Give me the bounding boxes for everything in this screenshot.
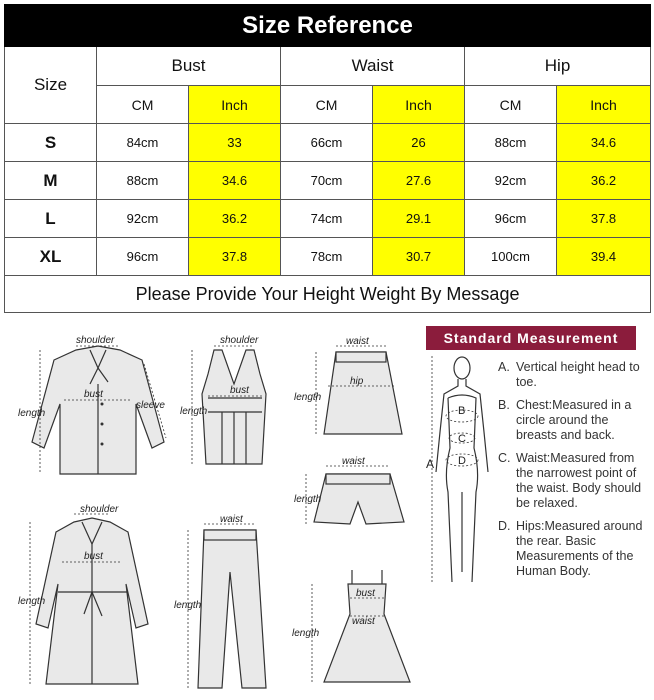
shorts-diagram bbox=[292, 454, 416, 534]
size-cell: S bbox=[5, 124, 97, 162]
bust-inch-cell: 37.8 bbox=[189, 238, 281, 276]
item-key: B. bbox=[498, 398, 510, 412]
bust-inch-header: Inch bbox=[189, 86, 281, 124]
bust-cm-cell: 92cm bbox=[97, 200, 189, 238]
dress-bust-label: bust bbox=[356, 588, 375, 599]
bust-cm-cell: 88cm bbox=[97, 162, 189, 200]
hip-inch-cell: 34.6 bbox=[557, 124, 651, 162]
item-text: Vertical height head to toe. bbox=[516, 360, 640, 389]
tank-diagram bbox=[178, 334, 288, 484]
pants-length-label: length bbox=[174, 600, 202, 611]
bust-inch-cell: 33 bbox=[189, 124, 281, 162]
waist-inch-cell: 26 bbox=[373, 124, 465, 162]
item-text: Hips:Measured around the rear. Basic Measurements of the Human Body. bbox=[516, 519, 643, 578]
skirt-hip-label: hip bbox=[350, 376, 364, 387]
figure-label-b: B bbox=[458, 405, 466, 417]
hip-cm-cell: 100cm bbox=[465, 238, 557, 276]
waist-inch-cell: 29.1 bbox=[373, 200, 465, 238]
coat-length-label: length bbox=[18, 596, 46, 607]
list-item bbox=[498, 398, 648, 443]
size-cell: XL bbox=[5, 238, 97, 276]
coat-diagram bbox=[18, 504, 168, 694]
item-text: Waist:Measured from the narrowest point of the waist. Body should be relaxed. bbox=[516, 451, 642, 510]
message-note: Please Provide Your Height Weight By Message bbox=[5, 276, 651, 313]
tank-length-label: length bbox=[180, 406, 208, 417]
waist-cm-header: CM bbox=[281, 86, 373, 124]
shirt-length-label: length bbox=[18, 408, 46, 419]
skirt-waist-label: waist bbox=[346, 336, 369, 347]
standard-measurement-title: Standard Measurement bbox=[426, 326, 636, 350]
table-title: Size Reference bbox=[5, 5, 651, 47]
bust-inch-cell: 36.2 bbox=[189, 200, 281, 238]
table-row bbox=[5, 238, 651, 276]
body-figure bbox=[420, 352, 496, 592]
list-item bbox=[498, 451, 648, 511]
coat-bust-label: bust bbox=[84, 551, 103, 562]
hip-inch-cell: 36.2 bbox=[557, 162, 651, 200]
size-header: Size bbox=[5, 47, 97, 124]
item-key: A. bbox=[498, 360, 510, 374]
table-row bbox=[5, 162, 651, 200]
skirt-length-label: length bbox=[294, 392, 322, 403]
tank-bust-label: bust bbox=[230, 385, 249, 396]
item-key: C. bbox=[498, 451, 511, 465]
skirt-diagram bbox=[294, 334, 414, 444]
bust-cm-header: CM bbox=[97, 86, 189, 124]
shirt-sleeve-label: sleeve bbox=[136, 400, 165, 411]
bust-inch-cell: 34.6 bbox=[189, 162, 281, 200]
shirt-diagram bbox=[14, 334, 184, 484]
hip-header: Hip bbox=[465, 47, 651, 86]
dress-waist-label: waist bbox=[352, 616, 375, 627]
figure-label-c: C bbox=[458, 433, 466, 445]
size-cell: L bbox=[5, 200, 97, 238]
waist-cm-cell: 70cm bbox=[281, 162, 373, 200]
table-row bbox=[5, 124, 651, 162]
shorts-length-label: length bbox=[294, 494, 322, 505]
waist-header: Waist bbox=[281, 47, 465, 86]
waist-cm-cell: 66cm bbox=[281, 124, 373, 162]
bust-cm-cell: 84cm bbox=[97, 124, 189, 162]
table-row bbox=[5, 200, 651, 238]
dress-diagram bbox=[290, 566, 430, 698]
hip-cm-cell: 92cm bbox=[465, 162, 557, 200]
waist-inch-cell: 30.7 bbox=[373, 238, 465, 276]
figure-label-a: A bbox=[426, 457, 435, 471]
item-key: D. bbox=[498, 519, 511, 533]
waist-cm-cell: 74cm bbox=[281, 200, 373, 238]
hip-cm-header: CM bbox=[465, 86, 557, 124]
measurement-list bbox=[498, 360, 648, 587]
pants-diagram bbox=[170, 512, 280, 696]
waist-inch-header: Inch bbox=[373, 86, 465, 124]
waist-cm-cell: 78cm bbox=[281, 238, 373, 276]
figure-label-d: D bbox=[458, 455, 466, 467]
item-text: Chest:Measured in a circle around the breasts and back. bbox=[516, 398, 632, 442]
hip-inch-cell: 39.4 bbox=[557, 238, 651, 276]
pants-waist-label: waist bbox=[220, 514, 243, 525]
list-item bbox=[498, 360, 648, 390]
coat-shoulder-label: shoulder bbox=[80, 504, 119, 515]
shirt-bust-label: bust bbox=[84, 389, 103, 400]
hip-inch-header: Inch bbox=[557, 86, 651, 124]
dress-length-label: length bbox=[292, 628, 320, 639]
hip-cm-cell: 96cm bbox=[465, 200, 557, 238]
hip-inch-cell: 37.8 bbox=[557, 200, 651, 238]
waist-inch-cell: 27.6 bbox=[373, 162, 465, 200]
bust-cm-cell: 96cm bbox=[97, 238, 189, 276]
size-cell: M bbox=[5, 162, 97, 200]
hip-cm-cell: 88cm bbox=[465, 124, 557, 162]
tank-shoulder-label: shoulder bbox=[220, 335, 259, 346]
shirt-shoulder-label: shoulder bbox=[76, 335, 115, 346]
shorts-waist-label: waist bbox=[342, 456, 365, 467]
list-item bbox=[498, 519, 648, 579]
bust-header: Bust bbox=[97, 47, 281, 86]
size-reference-table bbox=[4, 4, 651, 313]
